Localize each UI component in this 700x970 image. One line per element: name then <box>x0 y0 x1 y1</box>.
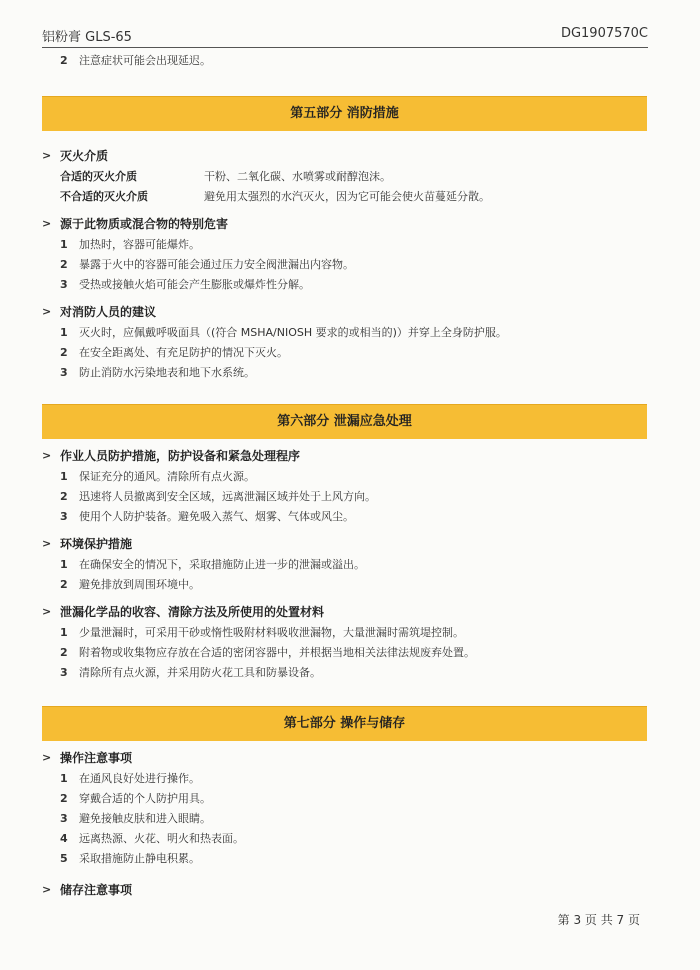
list-item: 3 避免接触皮肤和进入眼睛。 <box>60 812 211 825</box>
section-7 <box>42 706 647 901</box>
subsection-heading-hazards: > 源于此物质或混合物的特别危害 <box>42 213 647 235</box>
list-item: 1 在确保安全的情况下，采取措施防止进一步的泄漏或溢出。 <box>60 558 365 571</box>
list-item: 2 附着物或收集物应存放在合适的密闭容器中，并根据当地相关法律法规废弃处置。 <box>60 646 475 659</box>
section-5 <box>42 96 647 383</box>
document-id: DG1907570C <box>560 26 648 41</box>
page-number: 第 3 页 共 7 页 <box>557 913 640 927</box>
subsection-heading-firefighter-advice: > 对消防人员的建议 <box>42 301 647 323</box>
subsection-heading-extinguishing: > 灭火介质 <box>42 145 647 167</box>
suitable-media-row: 合适的灭火介质 干粉、二氧化碳、水喷雾或耐醇泡沫。 <box>60 170 391 183</box>
chevron-right-icon: > <box>42 449 52 462</box>
list-item: 2 暴露于火中的容器可能会通过压力安全阀泄漏出内容物。 <box>60 258 354 271</box>
subsection-heading-handling: > 操作注意事项 <box>42 747 647 769</box>
section-title-bar: 第七部分 操作与储存 <box>42 706 647 741</box>
list-item: 2 注意症状可能会出现延迟。 <box>60 54 211 67</box>
chevron-right-icon: > <box>42 751 52 764</box>
subsection-heading-environment: > 环境保护措施 <box>42 533 647 555</box>
chevron-right-icon: > <box>42 605 52 618</box>
list-item: 3 清除所有点火源，并采用防火花工具和防暴设备。 <box>60 666 321 679</box>
unsuitable-media-row: 不合适的灭火介质 避免用太强烈的水汽灭火，因为它可能会使火苗蔓延分散。 <box>60 190 490 203</box>
section-title-bar: 第六部分 泄漏应急处理 <box>42 404 647 439</box>
chevron-right-icon: > <box>42 149 52 162</box>
continued-list <box>42 51 647 71</box>
list-item: 2 避免排放到周围环境中。 <box>60 578 200 591</box>
chevron-right-icon: > <box>42 883 52 896</box>
list-item: 2 迅速将人员撤离到安全区域，远离泄漏区域并处于上风方向。 <box>60 490 376 503</box>
list-item: 1 少量泄漏时，可采用干砂或惰性吸附材料吸收泄漏物，大量泄漏时需筑堤控制。 <box>60 626 464 639</box>
list-item: 4 远离热源、火花、明火和热表面。 <box>60 832 244 845</box>
section-6 <box>42 404 647 683</box>
list-item: 5 采取措施防止静电积累。 <box>60 852 200 865</box>
list-item: 1 在通风良好处进行操作。 <box>60 772 200 785</box>
list-item: 1 灭火时，应佩戴呼吸面具（(符合 MSHA/NIOSH 要求的或相当的)）并穿上全身防护服。 <box>60 326 507 339</box>
header-divider <box>42 47 648 48</box>
list-item: 1 加热时，容器可能爆炸。 <box>60 238 200 251</box>
page-header <box>42 26 648 46</box>
list-item: 3 防止消防水污染地表和地下水系统。 <box>60 366 255 379</box>
chevron-right-icon: > <box>42 305 52 318</box>
chevron-right-icon: > <box>42 537 52 550</box>
list-item: 3 使用个人防护装备。避免吸入蒸气、烟雾、气体或风尘。 <box>60 510 354 523</box>
product-name: 铝粉膏 GLS-65 <box>42 30 132 45</box>
list-item: 2 穿戴合适的个人防护用具。 <box>60 792 211 805</box>
subsection-heading-personal-precautions: > 作业人员防护措施，防护设备和紧急处理程序 <box>42 445 647 467</box>
list-item: 2 在安全距离处、有充足防护的情况下灭火。 <box>60 346 288 359</box>
list-item: 3 受热或接触火焰可能会产生膨胀或爆炸性分解。 <box>60 278 310 291</box>
chevron-right-icon: > <box>42 217 52 230</box>
subsection-heading-storage: > 储存注意事项 <box>42 879 647 901</box>
subsection-heading-containment: > 泄漏化学品的收容、清除方法及所使用的处置材料 <box>42 601 647 623</box>
list-item: 1 保证充分的通风。清除所有点火源。 <box>60 470 255 483</box>
section-title-bar: 第五部分 消防措施 <box>42 96 647 131</box>
